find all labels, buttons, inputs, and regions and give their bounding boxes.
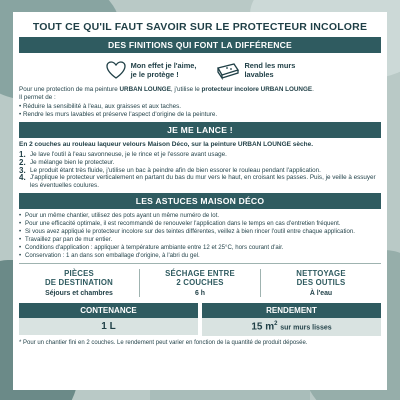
- brand-name: URBAN LOUNGE: [119, 86, 171, 93]
- step-item: 1. Je lave l'outil à l'eau savonneuse, je le rince et je l'essore avant usage.: [19, 150, 227, 159]
- steps-list: [19, 151, 381, 190]
- step-item: 4. J'applique le protecteur verticalement en partant du bas du mur vers le haut, en croisant les passes. Puis, je veille à essuyer les éventuelles coulures.: [19, 173, 376, 190]
- product-name: protecteur incolore URBAN LOUNGE: [201, 86, 313, 93]
- capacity-box: CONTENANCE 1 L: [19, 303, 198, 335]
- list-item: • Rendre les murs lavables et préserve l'aspect d'origine de la peinture.: [19, 111, 381, 119]
- launch-intro: En 2 couches au rouleau laqueur velours Maison Déco, sur la peinture URBAN LOUNGE sèche.: [19, 141, 314, 148]
- list-item: • Conditions d'application : appliquer à température ambiante entre 12 et 25°C, hors courant d'air.: [19, 244, 381, 252]
- list-item: • Pour un même chantier, utilisez des pots ayant un même numéro de lot.: [19, 212, 381, 220]
- tips-heading: LES ASTUCES MAISON DÉCO: [19, 193, 381, 209]
- list-item: • Pour une efficacité optimale, il est recommandé de renouveler l'application dans le temps en cas d'entretien fréquent.: [19, 220, 381, 228]
- page-title: TOUT CE QU'IL FAUT SAVOIR SUR LE PROTECTEUR INCOLORE: [32, 21, 368, 33]
- product-info-sheet: [13, 12, 387, 390]
- badge2-line1: Rend les murs: [244, 61, 296, 70]
- list-item: • Si vous avez appliqué le protecteur incolore sur des teintes différentes, veillez à bien rincer l'outil entre chaque application.: [19, 228, 381, 236]
- info-rooms: PIÈCES DE DESTINATION Séjours et chambres: [44, 269, 114, 298]
- list-item: • Conservation : 1 an dans son emballage d'origine, à l'abri du gel.: [19, 252, 381, 260]
- benefits-list: [19, 103, 381, 119]
- step-item: 2. Je mélange bien le protecteur.: [19, 157, 115, 167]
- yield-box: RENDEMENT 15 $m^2$ sur murs lisses: [202, 303, 381, 335]
- tips-list: [19, 212, 381, 259]
- badge-protect: [105, 59, 197, 81]
- finish-badges: [19, 59, 381, 81]
- finishes-heading: DES FINITIONS QUI FONT LA DIFFÉRENCE: [19, 37, 381, 53]
- finishes-paragraph: Pour une protection de ma peinture URBAN LOUNGE, j'utilise le protecteur incolore URBAN LOUNGE. Il permet de : • Réduire la sensibilité à l'eau, aux graisses et aux taches. • Rendre les murs lavables et préserve l'aspect d'origine de la peinture.: [19, 86, 381, 119]
- launch-heading: JE ME LANCE !: [19, 122, 381, 138]
- info-cleaning: NETTOYAGE DES OUTILS À l'eau: [260, 269, 381, 297]
- sponge-icon: [214, 60, 240, 80]
- info-drying: SÉCHAGE ENTRE 2 COUCHES 6 h: [139, 269, 260, 297]
- footnote: * Pour un chantier fini en 2 couches. Le rendement peut varier en fonction de la quantité de produit déposée.: [19, 339, 308, 346]
- heart-icon: [105, 59, 127, 81]
- badge1-line1: Mon effet je l'aime,: [130, 61, 197, 70]
- step-item: 3. Le produit étant très fluide, j'utilise un bac à peindre afin de bien essorer le rouleau pendant l'application.: [19, 165, 321, 175]
- list-item: • Réduire la sensibilité à l'eau, aux graisses et aux taches.: [19, 103, 381, 111]
- summary-panel: [19, 303, 381, 335]
- badge1-line2: je le protège !: [130, 70, 179, 79]
- badge2-line2: lavables: [244, 70, 274, 79]
- list-item: • Travaillez par pan de mur entier.: [19, 236, 381, 244]
- badge-washable: [214, 59, 295, 81]
- usage-info-row: [19, 263, 381, 297]
